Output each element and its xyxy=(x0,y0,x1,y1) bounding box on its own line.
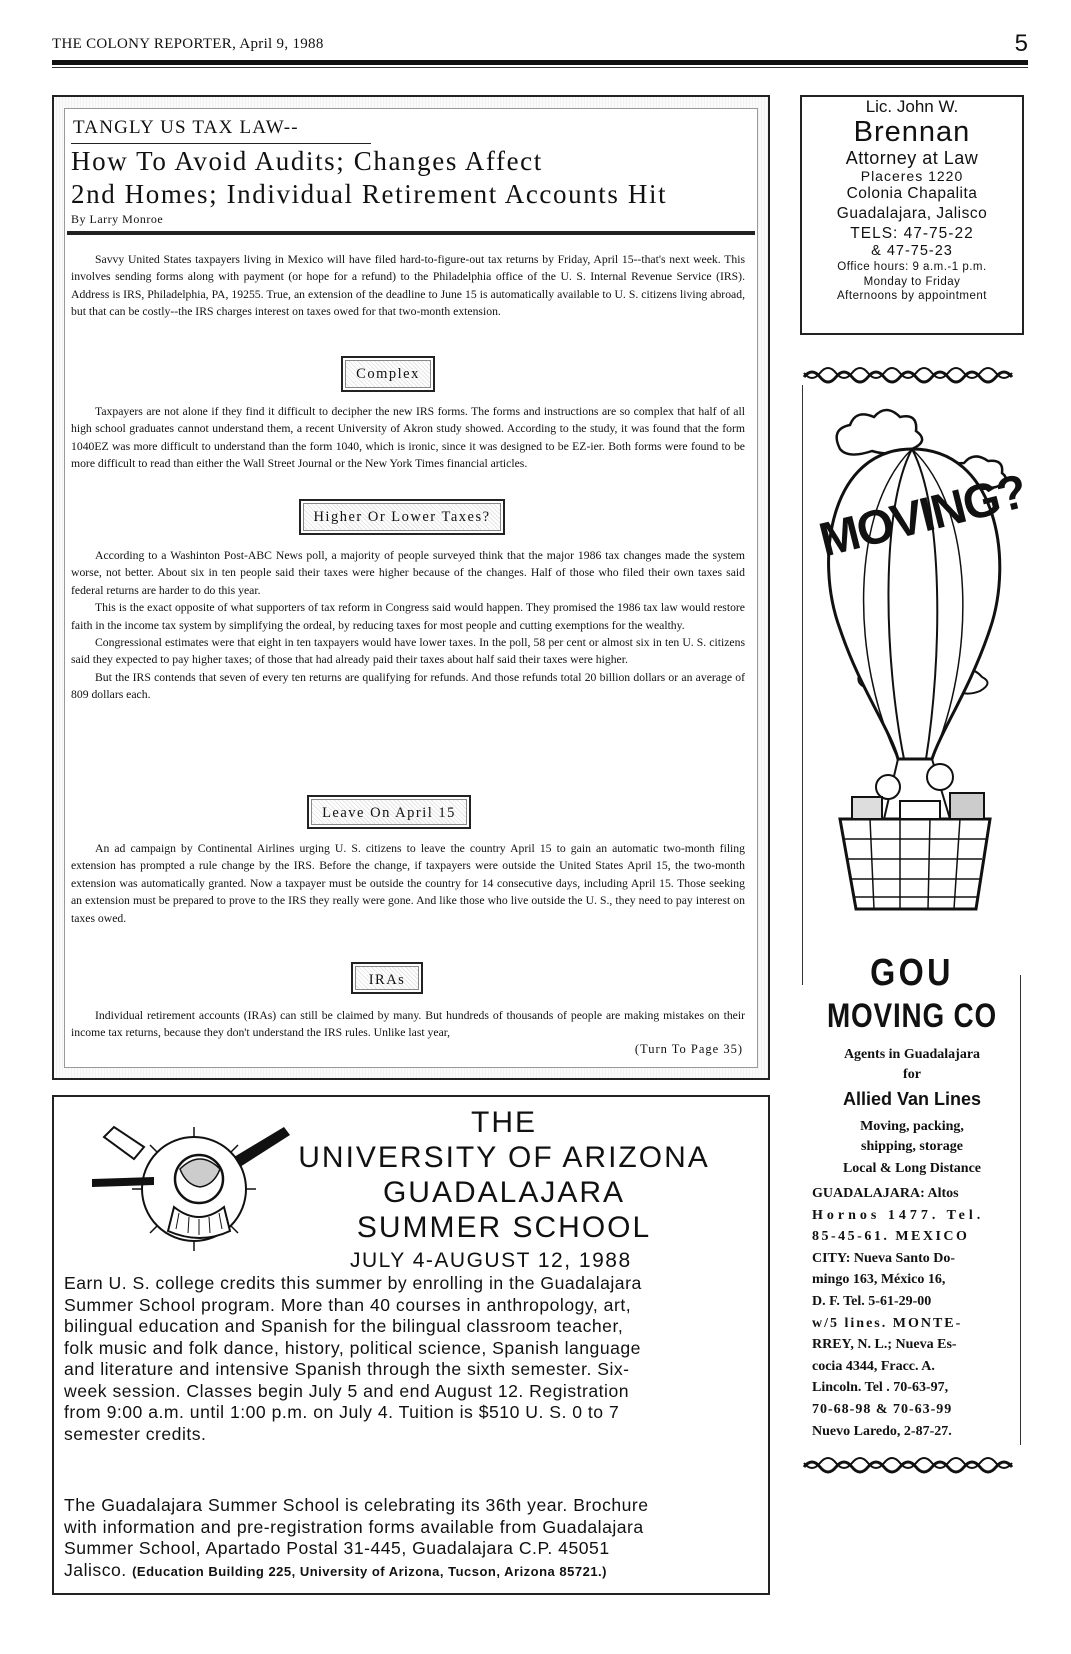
article-byline: By Larry Monroe xyxy=(71,212,164,226)
iras-paragraph xyxy=(71,1007,745,1042)
distance-text: Local & Long Distance xyxy=(842,1161,982,1176)
company-name-2: MOVING CO xyxy=(826,997,998,1035)
address-line: mingo 163, México 16, xyxy=(812,1272,946,1288)
address-line: 70-68-98 & 70-63-99 xyxy=(812,1401,953,1417)
iras-text: Individual retirement accounts (IRAs) can still be claimed by many. But hundreds of thousands of people are making mistakes on their income tax returns, because they don't understand the IRS rules. Unlike last year, xyxy=(71,1009,745,1040)
address-line: Lincoln. Tel . 70-63-97, xyxy=(812,1380,949,1396)
headline-line-1: How To Avoid Audits; Changes Affect xyxy=(71,146,543,176)
description-line: from 9:00 a.m. until 1:00 p.m. on July 4. Tuition is $510 U. S. 0 to 7 xyxy=(64,1402,620,1422)
closing-line: The Guadalajara Summer School is celebrating its 36th year. Brochure xyxy=(64,1495,649,1515)
subhead-leave-april xyxy=(307,795,471,829)
address-line: D. F. Tel. 5-61-29-00 xyxy=(812,1293,932,1309)
lawyer-title: Lic. John W. xyxy=(865,97,959,116)
article-kicker: TANGLY US TAX LAW-- xyxy=(73,117,299,138)
headline-rule xyxy=(67,231,755,235)
lawyer-street: Placeres 1220 xyxy=(860,168,964,184)
address-line: Hornos 1477. Tel. xyxy=(812,1207,985,1223)
subhead-complex xyxy=(341,356,435,392)
ornamental-border-top xyxy=(800,365,1024,387)
subhead-higher-taxes xyxy=(299,499,505,535)
balloon-text: MOVING? xyxy=(814,465,1031,568)
description-line: Earn U. S. college credits this summer by enrolling in the Guadalajara xyxy=(64,1273,642,1293)
closing-line: with information and pre-registration forms available from Guadalajara xyxy=(64,1516,644,1537)
title-line: SUMMER SCHOOL xyxy=(356,1211,652,1244)
description-line: semester credits. xyxy=(64,1423,207,1444)
intro-text: Savvy United States taxpayers living in Mexico will have filed hard-to-figure-out tax returns by Friday, April 15--that's next week. This involves sending forms along with payment (or hope for a refund) to the Philadelphia office of the U. S. Internal Revenue Service (IRS). Address is IRS, Philadelphia, PA, 19255. True, an extension of the deadline to June 15 is automatically available to U. S. citizens living abroad, but that can be costly--the IRS charges interest on taxes owed for that two-month extension. xyxy=(71,253,745,319)
description-line: week session. Classes begin July 5 and end August 12. Registration xyxy=(64,1380,630,1401)
university-title xyxy=(254,1105,754,1245)
closing-paragraph xyxy=(64,1495,764,1582)
ad-right-rule xyxy=(1020,975,1021,1445)
masthead-header: THE COLONY REPORTER, April 9, 1988 xyxy=(52,36,324,52)
masthead-rule-thin xyxy=(52,67,1028,68)
taxes-paragraphs xyxy=(71,547,745,704)
university-ad xyxy=(52,1095,770,1595)
services-text xyxy=(800,1117,1024,1157)
description-line: and literature and intensive Spanish through the sixth semester. Six- xyxy=(64,1359,630,1379)
lawyer-name: Brennan xyxy=(853,116,971,148)
subhead-iras xyxy=(351,962,423,994)
address-line: Nuevo Laredo, 2-87-27. xyxy=(812,1423,952,1439)
leave-text: An ad campaign by Continental Airlines urging U. S. citizens to leave the country April 15 to gain an automatic two-month filing extension has prompted a rule change by the IRS. Before the change, if taxpayers were outside the United States April 15, the two-month extension was automatically granted. Now a taxpayer must be outside the country for 14 consecutive days, including April 15. Those seeking an extension must be prepared to prove to the IRS they really were gone. And like those who live outside the U. S., they need to pay interest on taxes owed. xyxy=(71,842,745,925)
lawyer-phone-2: & 47-75-23 xyxy=(871,243,953,259)
page-number: 5 xyxy=(1014,30,1028,57)
address-block xyxy=(812,1183,1020,1442)
closing-last-line xyxy=(64,1560,764,1583)
subhead-taxes-label: Higher Or Lower Taxes? xyxy=(303,503,501,531)
turn-to-page: (Turn To Page 35) xyxy=(634,1042,743,1056)
address-line: w/5 lines. MONTE- xyxy=(812,1315,963,1331)
subhead-complex-label: Complex xyxy=(345,360,431,388)
leave-paragraph xyxy=(71,840,745,927)
lawyer-days: Monday to Friday xyxy=(863,276,961,288)
lawyer-ad xyxy=(800,95,1024,335)
description-line: bilingual education and Spanish for the bilingual classroom teacher, xyxy=(64,1316,624,1336)
services-line: shipping, storage xyxy=(861,1139,963,1154)
description-line: Summer School program. More than 40 courses in anthropology, art, xyxy=(64,1294,632,1315)
lawyer-appointment: Afternoons by appointment xyxy=(837,290,987,302)
closing-line: Summer School, Apartado Postal 31-445, Guadalajara C.P. 45051 xyxy=(64,1538,610,1558)
lawyer-profession: Attorney at Law xyxy=(845,148,979,168)
subhead-iras-label: IRAs xyxy=(355,966,419,990)
complex-text: Taxpayers are not alone if they find it difficult to decipher the new IRS forms. The forms and instructions are so complex that half of all high school graduates cannot understand them, a recent University of Akron study showed. According to the study, it was found that the form 1040EZ was more difficult to understand than the form 1040, which is ironic, since it was designed to be EZ-ier. Both forms were found to be more difficult to read than either the Wall Street Journal or the New York Times financial articles. xyxy=(71,405,745,471)
description-line: folk music and folk dance, history, political science, Spanish language xyxy=(64,1337,641,1358)
title-line: UNIVERSITY OF ARIZONA xyxy=(298,1141,710,1174)
taxes-paragraph: This is the exact opposite of what supporters of tax reform in Congress said would happen. They promised the 1986 tax law would restore faith in the income tax system by simplifying the ordeal, by reducing taxes for most people and cutting exemptions for the wealthy. xyxy=(71,601,745,632)
closing-address-note: (Education Building 225, University of Arizona, Tucson, Arizona 85721.) xyxy=(132,1563,607,1579)
agents-text xyxy=(800,1045,1024,1085)
kicker-rule xyxy=(71,143,371,144)
article-headline xyxy=(71,145,751,211)
program-description xyxy=(64,1273,764,1445)
moving-ad xyxy=(800,365,1031,1595)
agents-line-for: for xyxy=(903,1067,921,1082)
lawyer-colonia: Colonia Chapalita xyxy=(846,185,978,202)
closing-jalisco: Jalisco. xyxy=(64,1559,127,1580)
subhead-leave-label: Leave On April 15 xyxy=(311,799,467,825)
allied-van-lines: Allied Van Lines xyxy=(842,1089,982,1109)
lawyer-hours: Office hours: 9 a.m.-1 p.m. xyxy=(837,261,987,273)
ornamental-border-bottom xyxy=(800,1455,1024,1477)
complex-paragraph xyxy=(71,403,745,473)
masthead-rule xyxy=(52,60,1028,65)
taxes-paragraph: Congressional estimates were that eight in ten taxpayers would have lower taxes. In the poll, 58 per cent or almost six in ten U. S. citizens said they expected to pay higher taxes; of those that had already paid their taxes about half said their taxes were higher. xyxy=(71,636,745,667)
lawyer-city: Guadalajara, Jalisco xyxy=(836,205,988,222)
company-name-1: GOU xyxy=(870,952,954,994)
lawyer-phone-1: TELS: 47-75-22 xyxy=(850,225,974,242)
address-line: cocia 4344, Fracc. A. xyxy=(812,1358,935,1374)
headline-line-2: 2nd Homes; Individual Retirement Accounts Hit xyxy=(71,179,668,209)
tax-article xyxy=(64,108,758,1068)
taxes-paragraph: According to a Washinton Post-ABC News poll, a majority of people surveyed think that the major 1986 tax changes made the system worse, not better. About six in ten people said their taxes were higher because of the changes. Half of those who filed their own taxes said federal returns are harder to do this year. xyxy=(71,549,745,597)
address-line: GUADALAJARA: Altos xyxy=(812,1186,959,1201)
address-line: RREY, N. L.; Nueva Es- xyxy=(812,1337,957,1353)
address-line: CITY: Nueva Santo Do- xyxy=(812,1250,956,1266)
program-dates: JULY 4-AUGUST 12, 1988 xyxy=(350,1249,632,1272)
intro-paragraph xyxy=(71,251,745,321)
title-line: GUADALAJARA xyxy=(382,1176,626,1209)
services-line: Moving, packing, xyxy=(860,1119,964,1134)
agents-line: Agents in Guadalajara xyxy=(843,1047,981,1062)
address-line: 85-45-61. MEXICO xyxy=(812,1229,970,1245)
title-line: THE xyxy=(471,1106,537,1139)
taxes-paragraph: But the IRS contends that seven of every ten returns are qualifying for refunds. And those refunds total 20 billion dollars or an average of 809 dollars each. xyxy=(71,670,745,702)
